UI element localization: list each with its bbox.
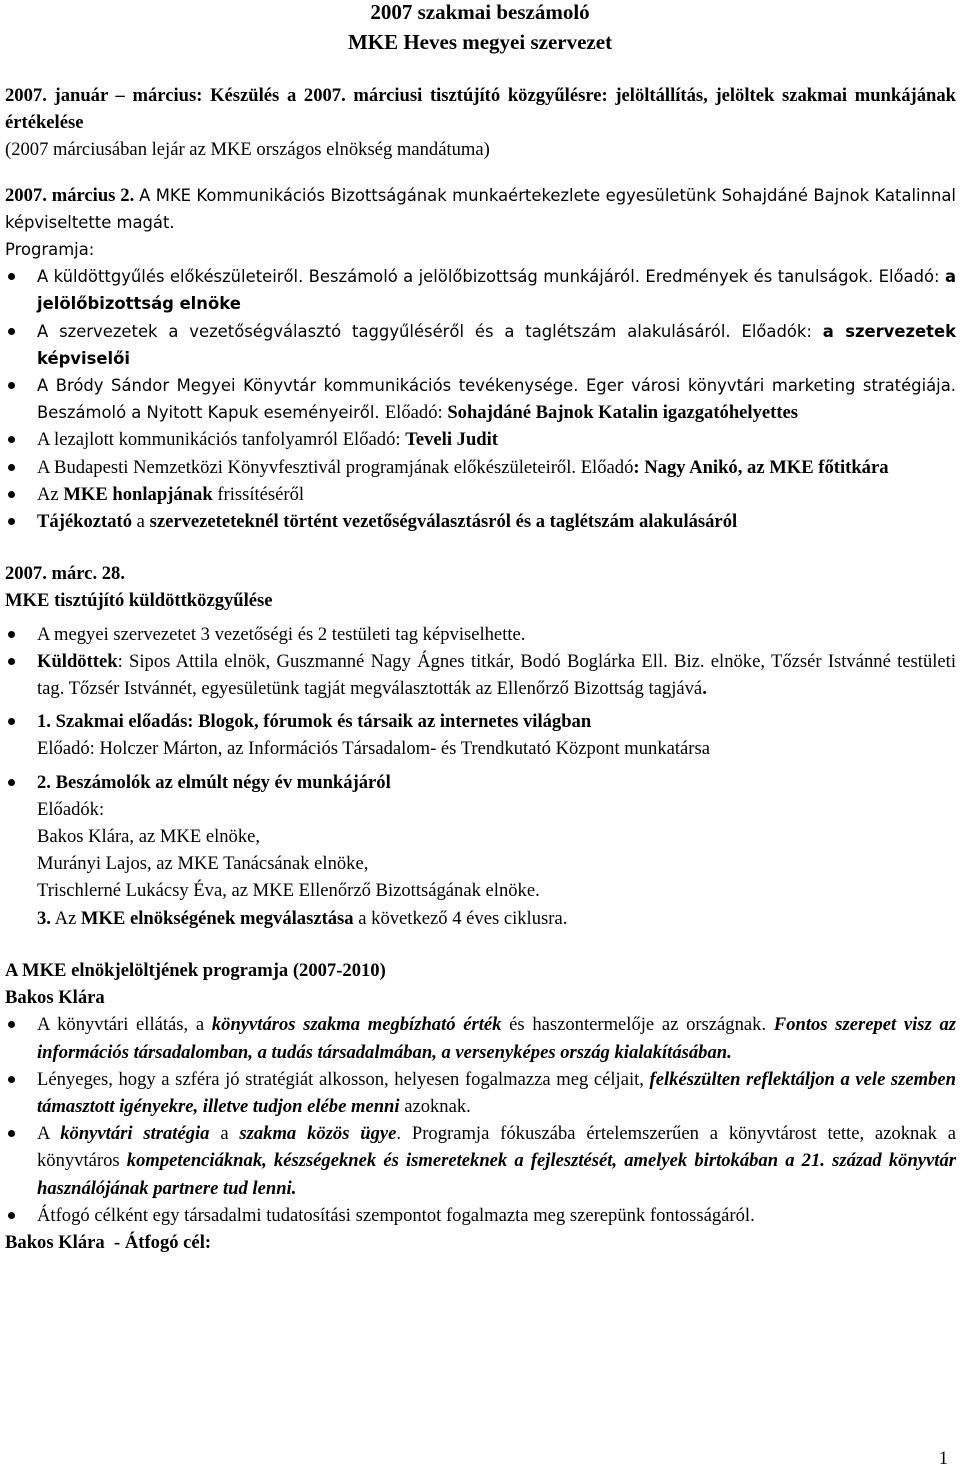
list-item xyxy=(0,769,960,905)
march28-heading xyxy=(0,587,960,614)
list-item xyxy=(0,1066,960,1120)
item-text: A Bródy Sándor Megyei Könyvtár kommunikációs tevékenysége. Eger városi könyvtári marketing stratégiája. Beszámoló a Nyitott Kapuk eseményeiről. xyxy=(37,376,956,423)
list-item xyxy=(0,372,960,426)
item-bold: . xyxy=(702,678,707,700)
item-number: 3. xyxy=(37,907,51,929)
list-item xyxy=(0,263,960,317)
intro-date: 2007. január – március: xyxy=(5,85,211,106)
list-item xyxy=(0,318,960,372)
presenter-label: Előadó: xyxy=(878,267,945,287)
item-bold: 1. Szakmai előadás: Blogok, fórumok és társaik az internetes világban xyxy=(37,711,592,733)
presenter-label: Előadó: xyxy=(384,402,448,424)
name-text: Bakos Klára xyxy=(5,987,105,1009)
item-bold: MKE elnökségének megválasztása xyxy=(80,907,354,929)
item-text: a következő 4 éves ciklusra. xyxy=(353,907,568,929)
item-bold: 2. Beszámolók az elmúlt négy év munkájáról xyxy=(37,771,391,793)
program-footer xyxy=(0,1229,960,1256)
march2-paragraph xyxy=(0,182,960,236)
program-list xyxy=(0,1011,960,1229)
march2-text: A MKE Kommunikációs Bizottságának munkaértekezlete egyesületünk Sohajdáné Bajnok Katalinnal képviseltette magát. xyxy=(5,185,956,232)
presenter-label: Előadó: xyxy=(342,429,406,451)
item-bold: Tájékoztató xyxy=(37,511,133,533)
march2-program-list xyxy=(0,263,960,535)
program-heading xyxy=(0,957,960,984)
item-text: Murányi Lajos, az MKE Tanácsának elnöke, xyxy=(37,853,369,875)
list-item xyxy=(0,621,960,648)
item-text: frissítéséről xyxy=(212,483,305,505)
item-text: Az xyxy=(37,483,64,505)
list-item xyxy=(0,454,960,481)
item-text: A könyvtári ellátás, a xyxy=(37,1014,212,1036)
march28-list-3 xyxy=(0,769,960,905)
item-emphasis: felkészülten reflektáljon a vele szemben támasztott igényekre, illetve tudjon elébe menni xyxy=(37,1068,957,1117)
item-text: Átfogó célként egy társadalmi tudatosítási szempontot fogalmazta meg szerepünk fontosságáról. xyxy=(37,1204,755,1226)
item-text: Trischlerné Lukácsy Éva, az MKE Ellenőrző Bizottságának elnöke. xyxy=(37,880,540,902)
item-text: a xyxy=(132,511,150,533)
list-item xyxy=(0,1120,960,1202)
heading-text: MKE tisztújító küldöttközgyűlése xyxy=(5,590,273,612)
item-text: A Budapesti Nemzetközi Könyvfesztivál programjának előkészületeiről. xyxy=(37,456,581,478)
list-item xyxy=(0,648,960,702)
item-emphasis: könyvtári stratégia xyxy=(60,1123,210,1145)
list-item xyxy=(0,481,960,508)
presenter: a szervezetek képviselői xyxy=(37,321,956,368)
list-item xyxy=(0,1011,960,1065)
item-emphasis: kompetenciáknak, készségeknek és ismereteknek a fejlesztését, amelyek birtokában a 21. század könyvtár használójának partnere tud lenni. xyxy=(37,1150,956,1199)
item-text: A megyei szervezetet 3 vezetőségi és 2 testületi tag képviselhette. xyxy=(37,623,526,645)
document-title-line1: 2007 szakmai beszámoló xyxy=(370,0,590,24)
item-text: Lényeges, hogy a szféra jó stratégiát alkosson, helyesen fogalmazza meg céljait, xyxy=(37,1068,650,1090)
item-text: Előadó: Holczer Márton, az Információs Társadalom- és Trendkutató Központ munkatársa xyxy=(37,738,710,760)
page-number: 1 xyxy=(938,1447,948,1469)
intro-note: (2007 márciusában lejár az MKE országos elnökség mandátuma) xyxy=(5,139,490,161)
march28-list-2 xyxy=(0,708,960,762)
item-text: Előadók: xyxy=(37,798,105,820)
list-item xyxy=(0,708,960,762)
intro-text: Készülés a 2007. márciusi tisztújító közgyűlésre: jelöltállítás, jelöltek szakmai munkájának értékelése xyxy=(5,85,956,134)
item-text: Az xyxy=(50,907,81,929)
program-label: Programja: xyxy=(5,240,95,260)
item-bold: MKE honlapjának xyxy=(63,483,213,505)
march28-list xyxy=(0,621,960,703)
presenter-label: Előadók: xyxy=(741,321,823,341)
item-emphasis: könyvtáros szakma megbízható érték xyxy=(211,1014,502,1036)
item-bold: Küldöttek xyxy=(37,650,118,672)
presenter: : Nagy Anikó, az MKE főtitkára xyxy=(633,456,889,478)
item-text: A xyxy=(37,1123,61,1145)
march28-item3 xyxy=(0,905,960,932)
document-title-line2: MKE Heves megyei szervezet xyxy=(347,30,613,54)
footer-text: Bakos Klára - Átfogó cél: xyxy=(5,1231,212,1253)
item-emphasis: szakma közös ügye xyxy=(239,1123,397,1145)
presenter: Teveli Judit xyxy=(405,429,499,451)
presenter: a jelölőbizottság elnöke xyxy=(37,267,956,314)
march28-date xyxy=(0,560,960,587)
heading-text: A MKE elnökjelöltjének programja (2007-2010) xyxy=(5,959,386,981)
item-text: A küldöttgyűlés előkészületeiről. Beszámoló a jelölőbizottság munkájáról. Eredmények és tanulságok. xyxy=(37,267,879,287)
item-text: . Programja fókuszába értelemszerűen a könyvtárost tette, azoknak a könyvtáros xyxy=(37,1123,956,1172)
presenter-label: Előadó xyxy=(580,456,634,478)
list-item xyxy=(0,426,960,453)
march2-date: 2007. március 2. xyxy=(5,184,140,206)
item-text: : Sipos Attila elnök, Guszmanné Nagy Ágnes titkár, Bodó Boglárka Ell. Biz. elnöke, Tőzsér Istvánné testületi tag. Tőzsér Istvánnét, egyesületünk tagját megválasztották az Ellenőrző Bizottság tagjává xyxy=(37,650,956,700)
presenter: Sohajdáné Bajnok Katalin igazgatóhelyettes xyxy=(447,402,799,424)
item-emphasis: Fontos szerepet visz az információs társadalomban, a tudás társadalmában, a versenyképes ország kialakításában. xyxy=(37,1014,956,1063)
date-text: 2007. márc. 28. xyxy=(5,563,125,585)
item-text: és haszontermelője az országnak. xyxy=(501,1014,774,1036)
item-text: A lezajlott kommunikációs tanfolyamról xyxy=(37,429,343,451)
program-name xyxy=(0,984,960,1011)
item-text: a xyxy=(209,1123,240,1145)
item-text: A szervezetek a vezetőségválasztó taggyűléséről és a taglétszám alakulásáról. xyxy=(37,321,742,341)
item-text: Bakos Klára, az MKE elnöke, xyxy=(37,826,261,848)
intro-paragraph xyxy=(0,82,960,164)
list-item xyxy=(0,1202,960,1229)
item-bold: szervezeteteknél történt vezetőségválasztásról és a taglétszám alakulásáról xyxy=(149,511,738,533)
item-text: azoknak. xyxy=(399,1095,471,1117)
list-item xyxy=(0,508,960,535)
